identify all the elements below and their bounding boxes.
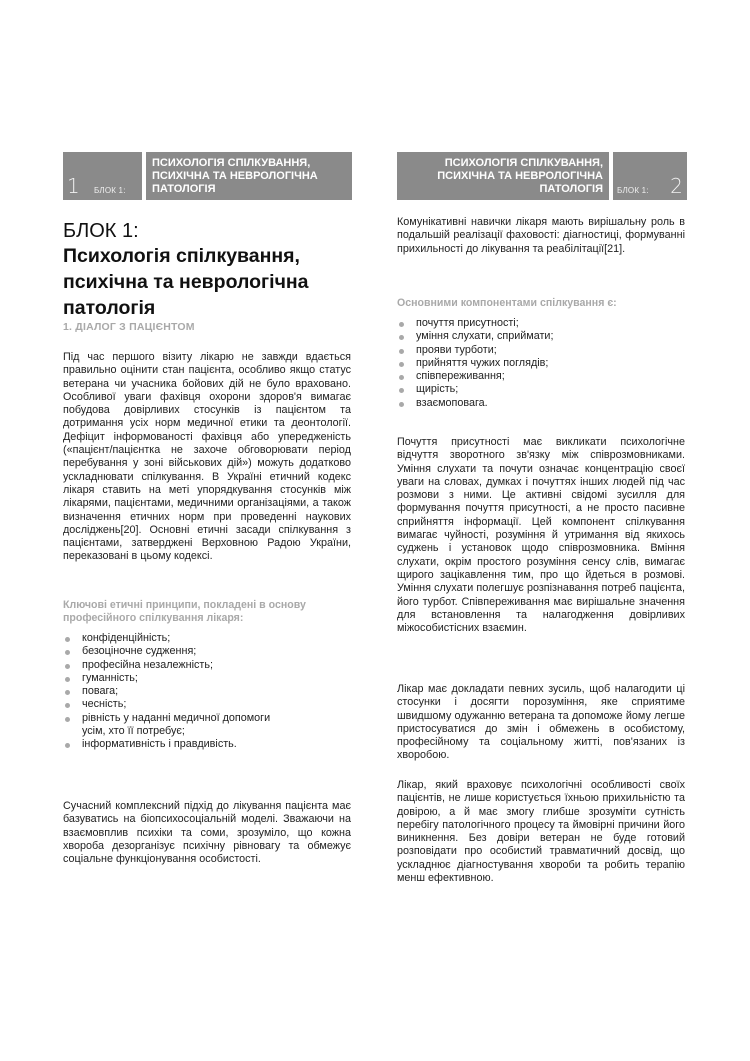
list-item: співпереживання; <box>397 370 685 383</box>
components-list <box>397 317 685 410</box>
block-title-line: психічна та неврологічна <box>63 271 309 293</box>
list-item: безоціночне судження; <box>63 645 351 658</box>
list-item: гуманність; <box>63 672 351 685</box>
header-title-line: ПАТОЛОГІЯ <box>539 182 603 195</box>
list-item: взаємоповага. <box>397 397 685 410</box>
block-title-label: БЛОК 1: <box>63 220 139 242</box>
list-item: повага; <box>63 685 351 698</box>
left-paragraph-2 <box>63 800 351 866</box>
page-number-box <box>613 152 687 200</box>
left-paragraph-1 <box>63 351 351 564</box>
right-paragraph-2 <box>397 436 685 635</box>
header-title-line: ПАТОЛОГІЯ <box>152 182 216 195</box>
right-paragraph-4 <box>397 779 685 885</box>
list-item: чесність; <box>63 698 351 711</box>
page-number-box <box>63 152 142 200</box>
paragraph: Сучасний комплексний підхід до лікування пацієнта має базуватись на біопсихосоціальній моделі. Зважаючи на взаємовплив психіки та соми, зрозуміло, що кожна хвороба дезорганізує психічну рівновагу та обмежує соціальне функціонування особистості. <box>63 800 351 866</box>
header-title-line: ПСИХОЛОГІЯ СПІЛКУВАННЯ, <box>152 156 311 169</box>
list-item: професійна незалежність; <box>63 659 351 672</box>
list-item: інформативність і правдивість. <box>63 738 351 751</box>
page-number: 1 <box>67 174 80 198</box>
header-title <box>146 152 352 200</box>
list-item: почуття присутності; <box>397 317 685 330</box>
header-title-line: ПСИХІЧНА ТА НЕВРОЛОГІЧНА <box>152 169 318 182</box>
components-subhead: Основними компонентами спілкування є: <box>397 297 617 309</box>
block-title-line: патологія <box>63 297 156 319</box>
list-item: прийняття чужих поглядів; <box>397 357 685 370</box>
list-item: конфіденційність; <box>63 632 351 645</box>
header-title-line: ПСИХОЛОГІЯ СПІЛКУВАННЯ, <box>444 156 603 169</box>
header-title-line: ПСИХІЧНА ТА НЕВРОЛОГІЧНА <box>437 169 603 182</box>
header-title <box>397 152 609 200</box>
paragraph: Почуття присутності має викликати психологічне відчуття зворотного зв'язку між співрозмовниками. Уміння слухати та почути означає концентрацію своєї уваги на словах, думках і почуттях інших людей під час розмови з ними. Це активні свідомі зусилля для формування почуття присутності, а не просто пасивне сприйняття інформації. Цей компонент спілкування вимагає чуйності, розуміння й утримання від якихось суджень і установок щодо співрозмовника. Вміння слухати, окрім простого розуміння сенсу слів, вимагає щирого зацікавлення тим, про що йдеться в розмові. Уміння слухати полегшує розпізнавання потреб пацієнта, його турбот. Співпереживання має вирішальне значення для встановлення та налагодження довірливих міжособистісних взаємин. <box>397 436 685 635</box>
block-label: БЛОК 1: <box>93 186 126 195</box>
block-title <box>63 219 363 321</box>
right-paragraph-3 <box>397 683 685 763</box>
right-components <box>397 297 685 410</box>
left-principles <box>63 599 351 752</box>
section-heading: 1. ДІАЛОГ З ПАЦІЄНТОМ <box>63 321 195 333</box>
header-left <box>63 152 352 200</box>
list-item: уміння слухати, сприймати; <box>397 330 685 343</box>
right-paragraph-1 <box>397 216 685 256</box>
principles-subhead: Ключові етичні принципи, покладені в основу професійного спілкування лікаря: <box>63 599 306 624</box>
paragraph: Лікар має докладати певних зусиль, щоб налагодити ці стосунки і досягти порозуміння, яке сприятиме швидшому одужанню ветерана та допоможе йому легше пристосуватися до змін і обмежень в особистому, професійному та соціальному житті, пов'язаних із хворобою. <box>397 683 685 762</box>
paragraph: Лікар, який враховує психологічні особливості своїх пацієнтів, не лише користується їхньою прихильністю та довірою, а й має змогу глибше зрозуміти сутність перебігу патологічного процесу та ймовірні причини його виникнення. Без довіри ветеран не буде готовий розповідати про особистий травматичний досвід, що ускладнює діагностування хвороби та робить терапію менш ефективною. <box>397 779 685 885</box>
list-item: щирість; <box>397 383 685 396</box>
block-label: БЛОК 1: <box>617 186 649 195</box>
list-item: рівність у наданні медичної допомоги усім, хто її потребує; <box>63 712 351 739</box>
principles-list <box>63 632 351 752</box>
block-title-line: Психологія спілкування, <box>63 245 300 267</box>
paragraph: Під час першого візиту лікарю не завжди вдається правильно оцінити стан пацієнта, особливо якщо статус ветерана чи учасника бойових дій не було враховано. Особливої уваги фахівця охорони здоров'я вимагає побудова довірливих стосунків із пацієнтом та дотримання усіх норм медичної етики та деонтології. Дефіцит інформованості фахівця або упередженість («пацієнт/пацієнтка не захоче обговорювати період перебування у зоні військових дій») можуть додатково ускладнювати спілкування. В Україні етичний кодекс лікаря ставить на меті упорядкування стосунків між лікарями, пацієнтами, медичними організаціями, а також визначення етичних норм при проведенні наукових досліджень[20]. Основні етичні засади спілкування з пацієнтами, затверджені Верховною Радою України, переказовані в цьому кодексі. <box>63 351 351 563</box>
page-number: 2 <box>670 174 683 198</box>
list-item: прояви турботи; <box>397 344 685 357</box>
paragraph: Комунікативні навички лікаря мають вирішальну роль в подальшій реалізації фаховості: діагностиці, формуванні прихильності до лікування та реабілітації[21]. <box>397 216 685 255</box>
header-right <box>397 152 687 200</box>
